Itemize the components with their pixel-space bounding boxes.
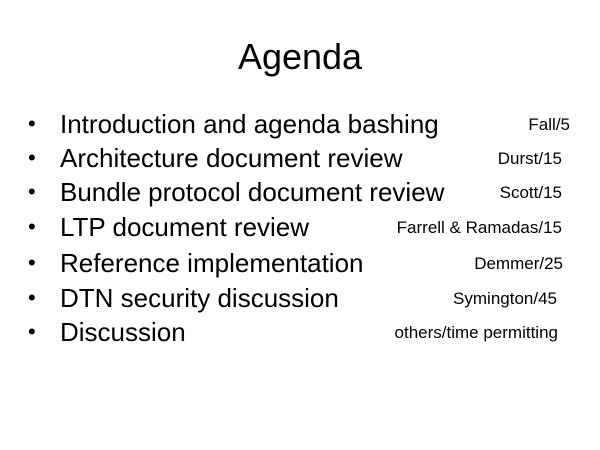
agenda-topic: LTP document review: [60, 212, 310, 242]
bullet-icon: •: [28, 285, 36, 310]
agenda-topic: Bundle protocol document review: [60, 177, 445, 207]
agenda-topic: Introduction and agenda bashing: [60, 109, 439, 139]
bullet-icon: •: [28, 179, 36, 204]
agenda-topic: Discussion: [60, 317, 186, 347]
agenda-item: [0, 246, 600, 280]
bullet-icon: •: [28, 111, 36, 136]
agenda-presenter: Scott/15: [499, 183, 562, 202]
agenda-presenter: Durst/15: [497, 149, 562, 168]
bullet-icon: •: [28, 145, 36, 170]
slide-title: Agenda: [237, 36, 363, 77]
agenda-presenter: Fall/5: [528, 115, 570, 134]
bullet-icon: •: [28, 250, 36, 275]
agenda-item: [0, 141, 600, 175]
agenda-presenter: Symington/45: [453, 289, 557, 308]
bullet-icon: •: [28, 319, 36, 344]
bullet-icon: •: [28, 214, 36, 239]
agenda-topic: DTN security discussion: [60, 283, 339, 313]
agenda-presenter: others/time permitting: [394, 323, 558, 342]
agenda-topic: Reference implementation: [60, 248, 364, 278]
agenda-item: [0, 175, 600, 209]
agenda-item: [0, 281, 600, 315]
agenda-item: [0, 210, 600, 244]
agenda-presenter: Demmer/25: [474, 254, 563, 273]
agenda-presenter: Farrell & Ramadas/15: [396, 218, 562, 237]
agenda-item: [0, 315, 600, 349]
agenda-item: [0, 107, 600, 141]
agenda-topic: Architecture document review: [60, 143, 403, 173]
